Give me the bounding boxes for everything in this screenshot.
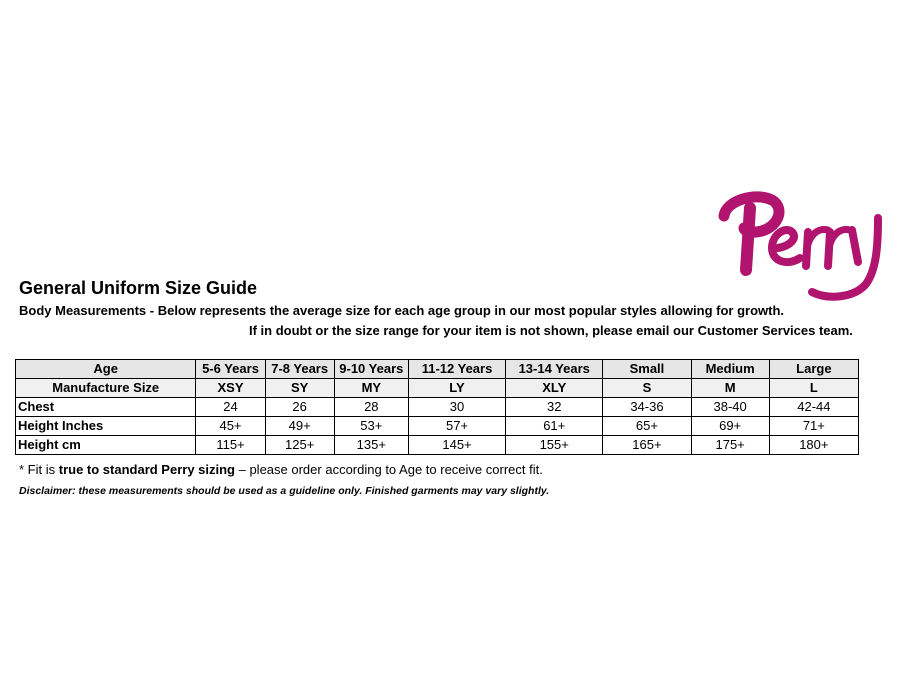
- header-cell: 11-12 Years: [408, 360, 505, 379]
- row-label: Height cm: [16, 436, 196, 455]
- table-cell: 26: [265, 398, 334, 417]
- header-cell: Large: [769, 360, 858, 379]
- header-cell: Small: [603, 360, 691, 379]
- page-title: General Uniform Size Guide: [19, 278, 258, 298]
- table-cell: 71+: [769, 417, 858, 436]
- table-cell: 125+: [265, 436, 334, 455]
- table-cell: 42-44: [769, 398, 858, 417]
- table-row: [16, 398, 859, 417]
- header-cell: Medium: [691, 360, 769, 379]
- table-cell: 49+: [265, 417, 334, 436]
- fit-note: [19, 462, 543, 477]
- table-cell: 57+: [408, 417, 505, 436]
- table-row: [16, 436, 859, 455]
- table-row: [16, 417, 859, 436]
- table-cell: XSY: [196, 379, 265, 398]
- disclaimer: Disclaimer: these measurements should be used as a guideline only. Finished garments may vary slightly.: [19, 485, 550, 497]
- table-cell: 45+: [196, 417, 265, 436]
- fit-note-bold: true to standard Perry sizing: [58, 462, 235, 477]
- table-cell: 115+: [196, 436, 265, 455]
- table-cell: 38-40: [691, 398, 769, 417]
- size-table-body: [16, 360, 859, 455]
- header-cell: 13-14 Years: [506, 360, 603, 379]
- table-cell: 32: [506, 398, 603, 417]
- table-cell: SY: [265, 379, 334, 398]
- table-cell: 28: [334, 398, 408, 417]
- table-cell: 65+: [603, 417, 691, 436]
- header-cell: 9-10 Years: [334, 360, 408, 379]
- row-label: Manufacture Size: [16, 379, 196, 398]
- header-cell: 5-6 Years: [196, 360, 265, 379]
- table-cell: MY: [334, 379, 408, 398]
- table-cell: M: [691, 379, 769, 398]
- table-cell: 30: [408, 398, 505, 417]
- table-cell: LY: [408, 379, 505, 398]
- row-label: Chest: [16, 398, 196, 417]
- table-cell: 24: [196, 398, 265, 417]
- size-guide-table: [15, 359, 859, 455]
- table-cell: 69+: [691, 417, 769, 436]
- page-subtitle: Body Measurements - Below represents the average size for each age group in our most popular styles allowing for growth.: [19, 303, 785, 318]
- table-cell: 175+: [691, 436, 769, 455]
- fit-note-suffix: – please order according to Age to receive correct fit.: [235, 462, 543, 477]
- table-cell: 145+: [408, 436, 505, 455]
- table-cell: 34-36: [603, 398, 691, 417]
- table-row: [16, 379, 859, 398]
- table-cell: L: [769, 379, 858, 398]
- header-cell-age: Age: [16, 360, 196, 379]
- table-cell: 53+: [334, 417, 408, 436]
- table-cell: 155+: [506, 436, 603, 455]
- table-cell: 135+: [334, 436, 408, 455]
- table-header-row: [16, 360, 859, 379]
- table-cell: S: [603, 379, 691, 398]
- table-cell: 180+: [769, 436, 858, 455]
- row-label: Height Inches: [16, 417, 196, 436]
- table-cell: XLY: [506, 379, 603, 398]
- header-cell: 7-8 Years: [265, 360, 334, 379]
- contact-note: If in doubt or the size range for your item is not shown, please email our Customer Services team.: [249, 323, 853, 338]
- table-cell: 165+: [603, 436, 691, 455]
- fit-note-prefix: * Fit is: [19, 462, 59, 477]
- perry-logo-mark: [724, 197, 878, 297]
- table-cell: 61+: [506, 417, 603, 436]
- perry-logo: [716, 188, 886, 306]
